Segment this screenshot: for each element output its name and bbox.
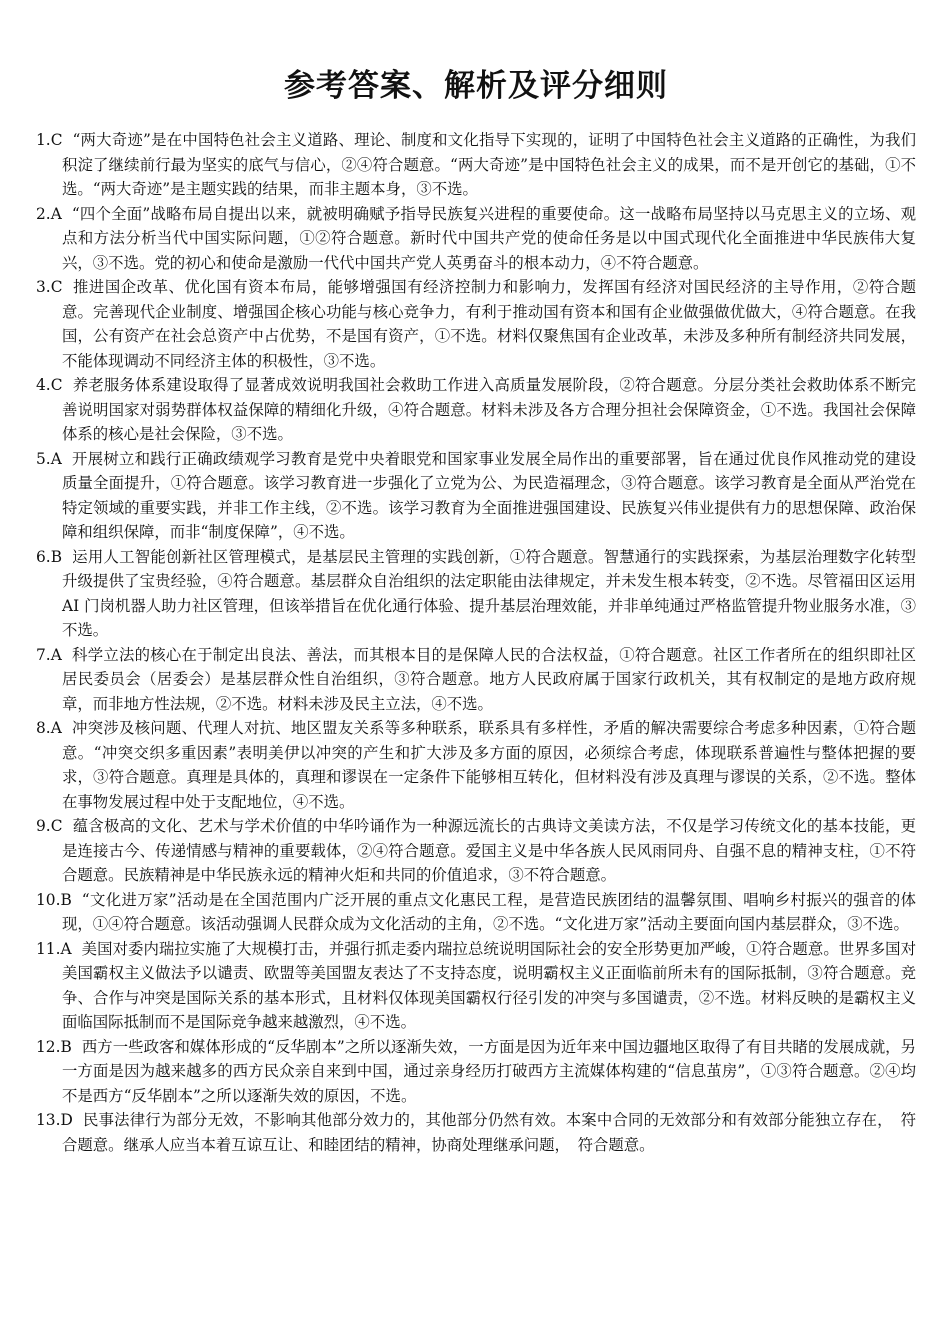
item-number: 5. bbox=[36, 449, 51, 468]
answer-item bbox=[36, 447, 916, 545]
answer-item bbox=[36, 1108, 916, 1157]
item-answer: A bbox=[60, 939, 72, 958]
item-number: 6. bbox=[36, 547, 51, 566]
item-explanation: 推进国企改革、优化国有资本布局，能够增强国有经济控制力和影响力，发挥国有经济对国民经济的主导作用，②符合题意。完善现代企业制度、增强国企核心功能与核心竞争力，有利于推动国有资本和国有企业做强做优做大，④符合题意。在我国，公有资产在社会总资产中占优势，不是国有资产，①不选。材料仅聚焦国有企业改革，未涉及多种所有制经济共同发展，不能体现调动不同经济主体的积极性，③不选。 bbox=[62, 278, 916, 370]
item-number: 9. bbox=[36, 817, 51, 835]
item-explanation: “四个全面”战略布局自提出以来，就被明确赋予指导民族复兴进程的重要使命。这一战略布局坚持以马克思主义的立场、观点和方法分析当代中国实际问题，①②符合题意。新时代中国共产党的使命任务是以中国式现代化全面推进中华民族伟大复兴，③不选。党的初心和使命是激励一代代中国共产党人英勇奋斗的根本动力，④不符合题意。 bbox=[62, 204, 916, 272]
item-explanation: 科学立法的核心在于制定出良法、善法，而其根本目的是保障人民的合法权益，①符合题意。社区工作者所在的组织即社区居民委员会（居委会）是基层群众性自治组织，③符合题意。地方人民政府属于国家行政机关，其有权制定的是地方政府规章，而非地方性法规，②不选。材料未涉及民主立法，④不选。 bbox=[62, 645, 916, 713]
item-answer: C bbox=[50, 817, 63, 835]
answer-item bbox=[36, 545, 916, 643]
item-explanation: 运用人工智能创新社区管理模式，是基层民主管理的实践创新，①符合题意。智慧通行的实践探索，为基层治理数字化转型升级提供了宝贵经验，④符合题意。基层群众自治组织的法定职能由法律规定，并未发生根本转变，②不选。尽管福田区运用 AI 门岗机器人助力社区管理，但该举措旨在优化通行体验、提升基层治理效能，并非单纯通过严格监管提升物业服务水准，③不选。 bbox=[62, 547, 916, 639]
answer-item bbox=[36, 1035, 916, 1109]
item-number: 8. bbox=[36, 719, 51, 737]
item-answer: D bbox=[60, 1111, 73, 1129]
answer-item bbox=[36, 888, 916, 937]
item-answer: C bbox=[50, 376, 63, 394]
answer-item bbox=[36, 937, 916, 1035]
item-answer: C bbox=[50, 278, 63, 296]
item-number: 13. bbox=[36, 1111, 61, 1129]
page-title: 参考答案、解析及评分细则 bbox=[284, 68, 668, 104]
item-answer: B bbox=[60, 890, 72, 909]
item-explanation: 开展树立和践行正确政绩观学习教育是党中央着眼党和国家事业发展全局作出的重要部署，旨在通过优良作风推动党的建设质量全面提升，①符合题意。该学习教育进一步强化了立党为公、为民造福理念，③符合题意。该学习教育是全面从严治党在特定领域的重要实践，并非工作主线，②不选。该学习教育为全面推进强国建设、民族复兴伟业提供有力的思想保障、政治保障和组织保障，而非“制度保障”，④不选。 bbox=[62, 449, 916, 541]
answer-item bbox=[36, 716, 916, 814]
answer-list bbox=[36, 128, 916, 1157]
item-number: 11. bbox=[36, 939, 61, 958]
item-explanation: 养老服务体系建设取得了显著成效说明我国社会救助工作进入高质量发展阶段，②符合题意。分层分类社会救助体系不断完善说明国家对弱势群体权益保障的精细化升级，④符合题意。材料未涉及各方合理分担社会保障资金，①不选。我国社会保障体系的核心是社会保险，③不选。 bbox=[62, 376, 916, 443]
item-answer: A bbox=[50, 645, 62, 664]
item-explanation: 蕴含极高的文化、艺术与学术价值的中华吟诵作为一种源远流长的古典诗文美读方法，不仅是学习传统文化的基本技能，更是连接古今、传递情感与精神的重要载体，②④符合题意。爱国主义是中华各族人民风雨同舟、自强不息的精神支柱，①不符合题意。民族精神是中华民族永远的精神火炬和共同的价值追求，③不符合题意。 bbox=[62, 817, 916, 884]
item-answer: A bbox=[50, 204, 62, 223]
item-number: 4. bbox=[36, 376, 51, 394]
answer-item bbox=[36, 202, 916, 276]
answer-item bbox=[36, 373, 916, 447]
item-number: 1. bbox=[36, 131, 51, 149]
item-explanation: 西方一些政客和媒体形成的“反华剧本”之所以逐渐失效，一方面是因为近年来中国边疆地区取得了有目共睹的发展成就，另一方面是因为越来越多的西方民众亲自来到中国，通过亲身经历打破西方主流媒体构建的“信息茧房”，①③符合题意。②④均不是西方“反华剧本”之所以逐渐失效的原因，不选。 bbox=[62, 1037, 916, 1105]
item-answer: B bbox=[60, 1037, 72, 1056]
item-explanation: 冲突涉及核问题、代理人对抗、地区盟友关系等多种联系，联系具有多样性，矛盾的解决需要综合考虑多种因素，①符合题意。“冲突交织多重因素”表明美伊以冲突的产生和扩大涉及多方面的原因，必须综合考虑，体现联系普遍性与整体把握的要求，③符合题意。真理是具体的，真理和谬误在一定条件下能够相互转化，但材料没有涉及真理与谬误的关系，②不选。整体在事物发展过程中处于支配地位，④不选。 bbox=[62, 719, 916, 811]
item-explanation: “文化进万家”活动是在全国范围内广泛开展的重点文化惠民工程，是营造民族团结的温馨氛围、唱响乡村振兴的强音的体现，①④符合题意。该活动强调人民群众成为文化活动的主角，②不选。“文化进万家”活动主要面向国内基层群众，③不选。 bbox=[62, 890, 916, 933]
answer-item bbox=[36, 128, 916, 202]
item-number: 12. bbox=[36, 1037, 61, 1056]
answer-item bbox=[36, 814, 916, 888]
item-answer: A bbox=[50, 719, 62, 737]
item-explanation: 美国对委内瑞拉实施了大规模打击，并强行抓走委内瑞拉总统说明国际社会的安全形势更加严峻，①符合题意。世界多国对美国霸权主义做法予以谴责、欧盟等美国盟友表达了不支持态度，说明霸权主义正面临前所未有的国际抵制，③符合题意。竞争、合作与冲突是国际关系的基本形式，且材料仅体现美国霸权行径引发的冲突与多国谴责，②不选。材料反映的是霸权主义面临国际抵制而不是国际竞争越来越激烈，④不选。 bbox=[62, 939, 916, 1031]
answer-item bbox=[36, 275, 916, 373]
item-answer: A bbox=[50, 449, 62, 468]
item-explanation: 民事法律行为部分无效，不影响其他部分效力的，其他部分仍然有效。本案中合同的无效部分和有效部分能独立存在， 符合题意。继承人应当本着互谅互让、和睦团结的精神，协商处理继承问题， 符合题意。 bbox=[62, 1111, 916, 1154]
answer-item bbox=[36, 643, 916, 717]
item-number: 10. bbox=[36, 890, 61, 909]
item-number: 3. bbox=[36, 278, 51, 296]
item-number: 2. bbox=[36, 204, 51, 223]
item-answer: B bbox=[50, 547, 62, 566]
item-explanation: “两大奇迹”是在中国特色社会主义道路、理论、制度和文化指导下实现的，证明了中国特色社会主义道路的正确性，为我们积淀了继续前行最为坚实的底气与信心，②④符合题意。“两大奇迹”是中国特色社会主义的成果，而不是开创它的基础，①不选。“两大奇迹”是主题实践的结果，而非主题本身，③不选。 bbox=[62, 131, 916, 198]
item-number: 7. bbox=[36, 645, 51, 664]
item-answer: C bbox=[50, 131, 63, 149]
